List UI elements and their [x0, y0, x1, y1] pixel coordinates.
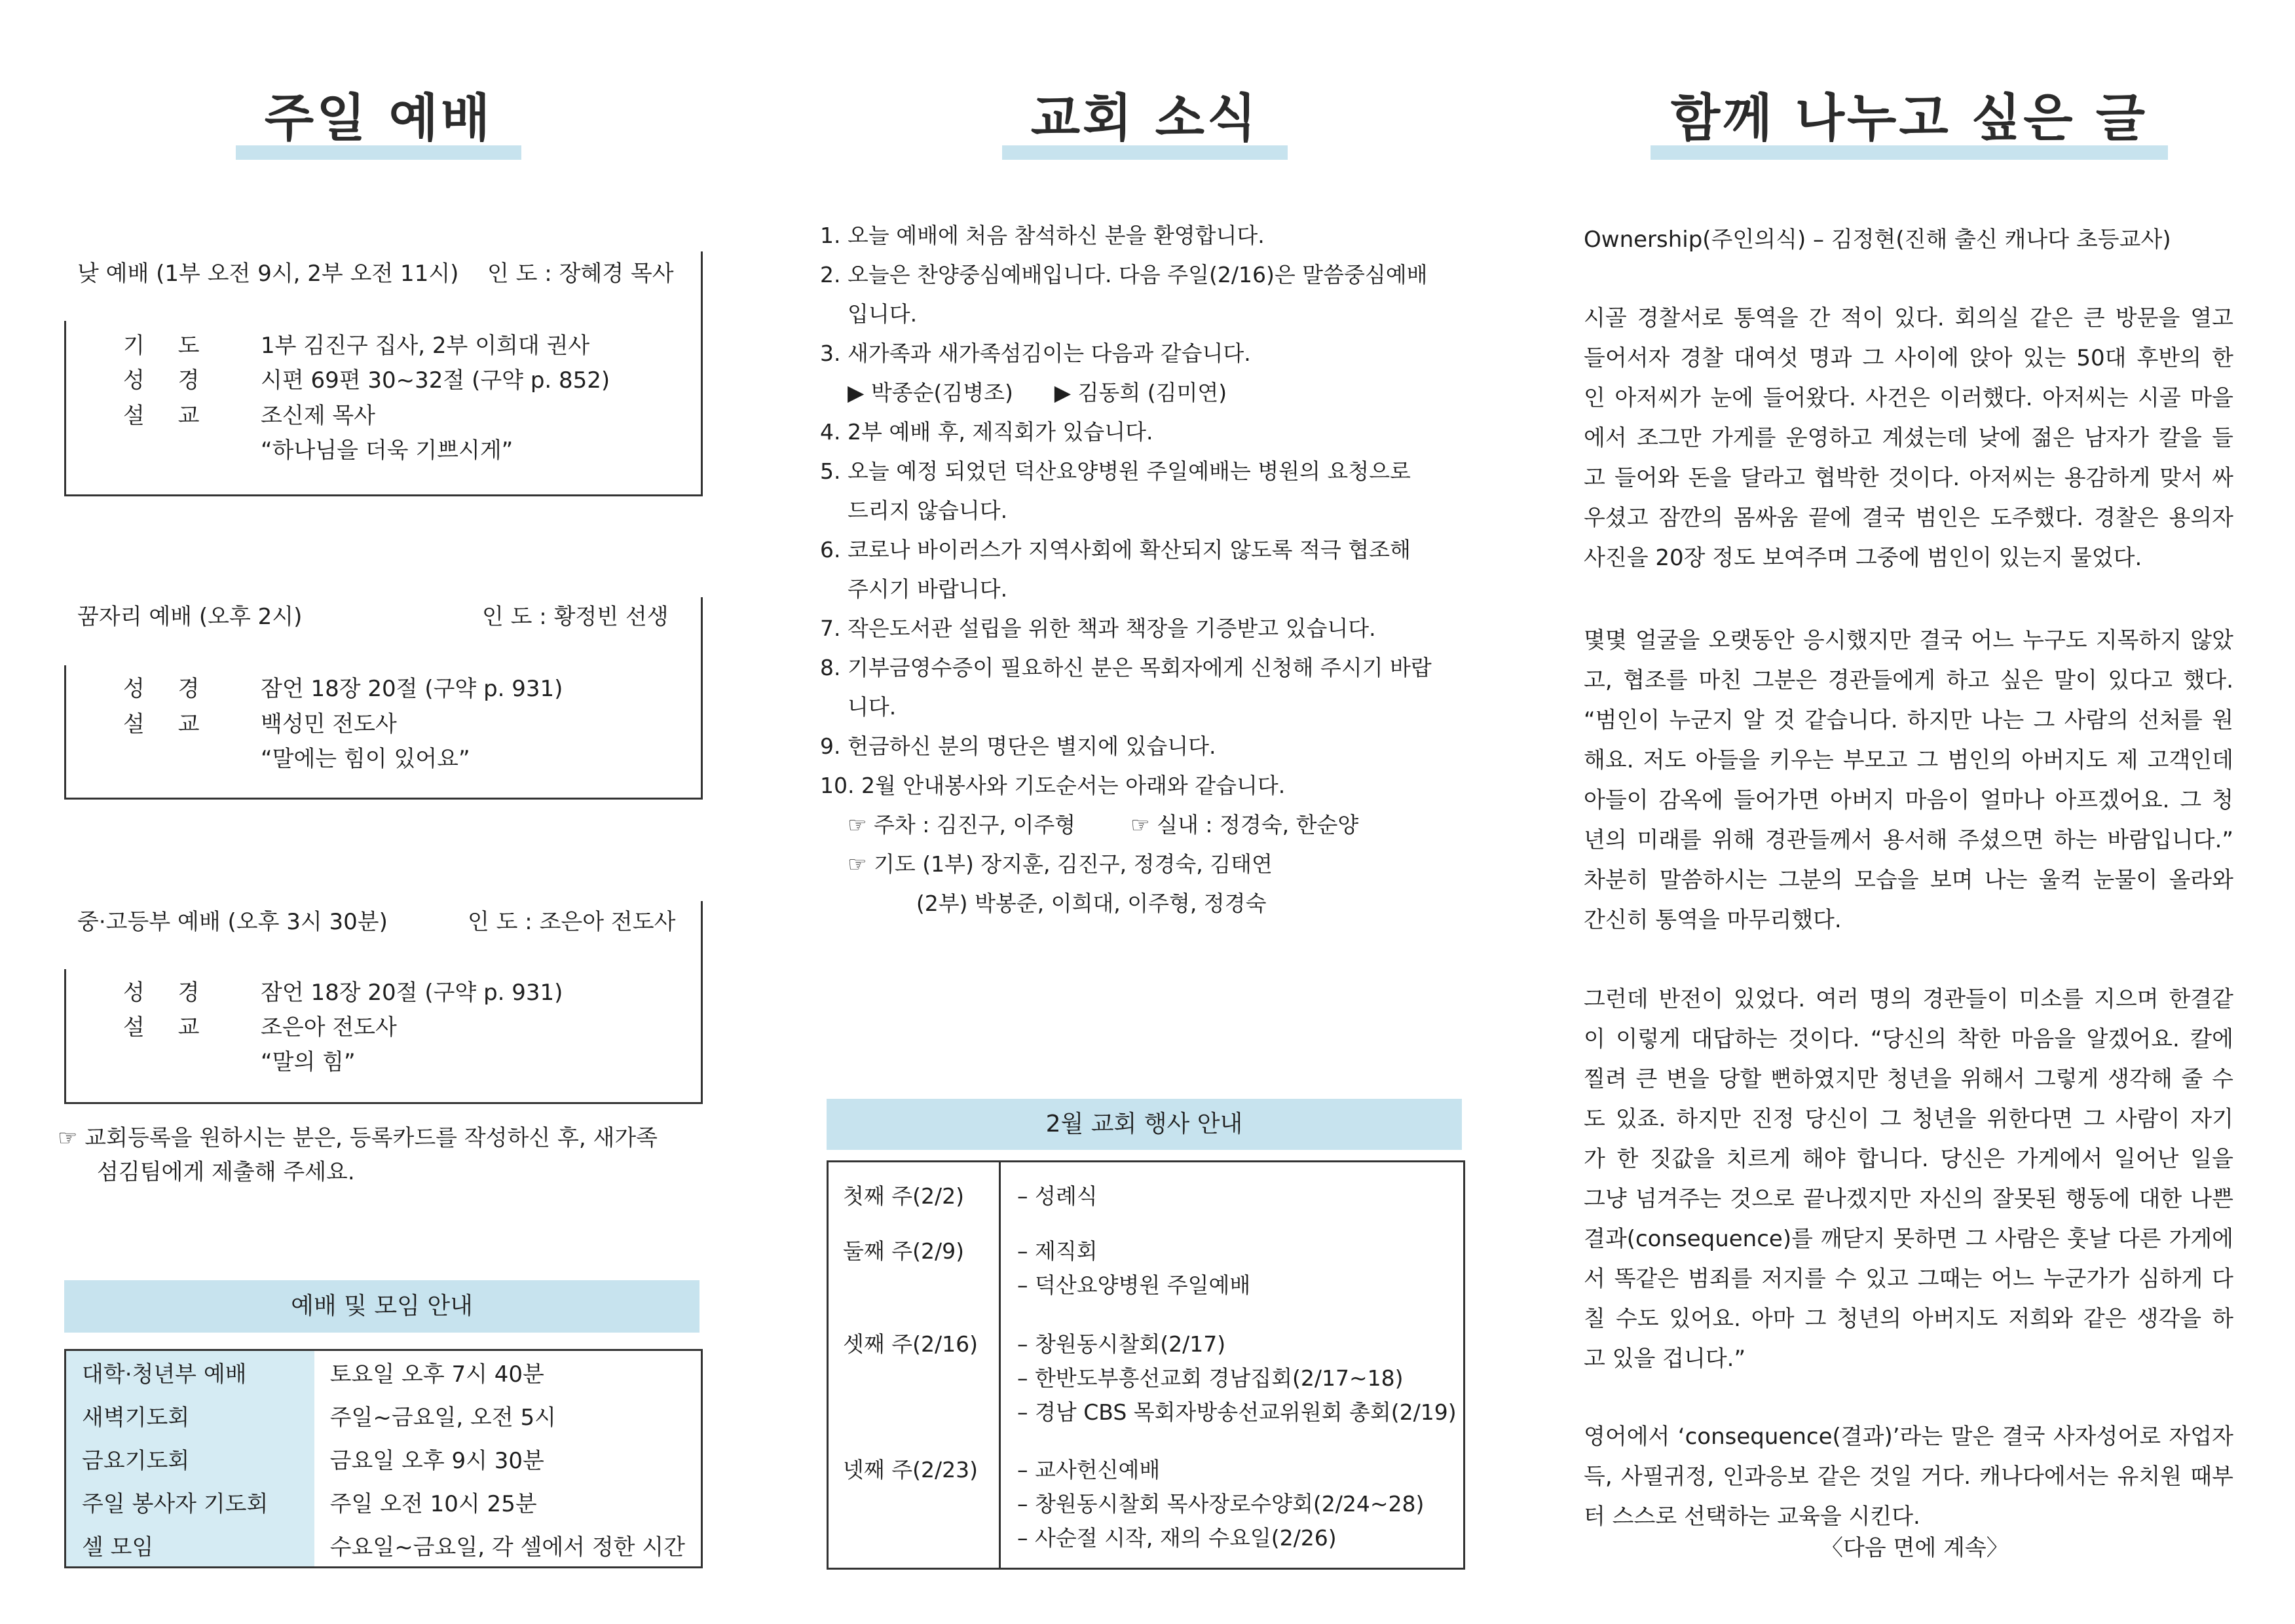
- value-preacher: 조은아 전도사: [261, 1014, 397, 1041]
- value-preacher: 백성민 전도사: [261, 711, 397, 737]
- essay-line: 에서 조그만 가게를 운영하고 계셨는데 낮에 젊은 남자가 칼을 들: [1584, 425, 2233, 451]
- section-border-right: [701, 901, 703, 1104]
- event-item: – 제직회: [1017, 1238, 1098, 1264]
- events-divider: [999, 1162, 1001, 1568]
- event-item: – 창원동시찰회 목사장로수양회(2/24~28): [1017, 1491, 1425, 1517]
- essay-line: 득, 사필귀정, 인과응보 같은 것일 거다. 캐나다에서는 유치원 때부: [1584, 1464, 2233, 1490]
- essay-subtitle: Ownership(주인의식) – 김정현(진해 출신 캐나다 초등교사): [1584, 227, 2171, 253]
- meeting-time: 토요일 오후 7시 40분: [329, 1361, 544, 1388]
- event-item: – 경남 CBS 목회자방송선교위원회 총회(2/19): [1017, 1399, 1457, 1425]
- meeting-guide-table: [64, 1349, 703, 1568]
- worship-header: 낮 예배 (1부 오전 9시, 2부 오전 11시): [77, 261, 459, 287]
- events-table: [827, 1160, 1465, 1570]
- news-line: 9. 헌금하신 분의 명단은 별지에 있습니다.: [820, 733, 1216, 759]
- news-line: 2. 오늘은 찬양중심예배입니다. 다음 주일(2/16)은 말씀중심예배: [820, 262, 1428, 287]
- value-sermon-title: “말의 힘”: [261, 1049, 356, 1075]
- page-title-worship: 주일 예배: [264, 89, 493, 148]
- essay-line: 년의 미래를 위해 경관들께서 용서해 주셨으면 하는 바람입니다.”: [1584, 827, 2233, 853]
- essay-line: 시골 경찰서로 통역을 간 적이 있다. 회의실 같은 큰 방문을 열고: [1584, 305, 2233, 331]
- essay-paragraph: [1584, 299, 2233, 578]
- news-line: 3. 새가족과 새가족섬김이는 다음과 같습니다.: [820, 341, 1251, 366]
- essay-line: 들어서자 경찰 대여섯 명과 그 사이에 앉아 있는 50대 후반의 한: [1584, 345, 2233, 371]
- meeting-time: 주일 오전 10시 25분: [329, 1490, 537, 1517]
- label-sermon: 설 교: [123, 711, 213, 737]
- label-scripture: 성 경: [123, 980, 213, 1006]
- news-line: 8. 기부금영수증이 필요하신 분은 목회자에게 신청해 주시기 바랍: [820, 655, 1432, 680]
- event-week: 넷째 주(2/23): [843, 1457, 978, 1483]
- meeting-name: 대학·청년부 예배: [66, 1351, 314, 1394]
- essay-line: 몇몇 얼굴을 오랫동안 응시했지만 결국 어느 누구도 지목하지 않았: [1584, 627, 2233, 654]
- essay-line: 고 들어와 돈을 달라고 협박한 것이다. 아저씨는 용감하게 맞서 싸: [1584, 465, 2233, 491]
- essay-paragraph: [1584, 980, 2233, 1379]
- news-line: 니다.: [820, 694, 897, 720]
- news-line: 5. 오늘 예정 되었던 덕산요양병원 주일예배는 병원의 요청으로: [820, 458, 1411, 484]
- value-sermon-title: “하나님을 더욱 기쁘시게”: [261, 437, 513, 464]
- event-week: 둘째 주(2/9): [843, 1238, 964, 1264]
- value-sermon-title: “말에는 힘이 있어요”: [261, 746, 470, 772]
- label-prayer: 기 도: [123, 333, 213, 359]
- page-title-news: 교회 소식: [1030, 89, 1259, 148]
- continued-note: 〈다음 면에 계속〉: [1821, 1535, 2009, 1561]
- event-item: – 성례식: [1017, 1183, 1098, 1209]
- essay-line: 가 한 짓값을 치르게 해야 합니다. 당신은 가게에서 일어난 일을: [1584, 1146, 2233, 1172]
- essay-line: 사진을 20장 정도 보여주며 그중에 범인이 있는지 물었다.: [1584, 545, 2142, 571]
- news-line: 7. 작은도서관 설립을 위한 책과 책장을 기증받고 있습니다.: [820, 616, 1376, 641]
- label-sermon: 설 교: [123, 403, 213, 429]
- news-line: 4. 2부 예배 후, 제직회가 있습니다.: [820, 419, 1153, 445]
- event-item: – 사순절 시작, 재의 수요일(2/26): [1017, 1525, 1337, 1551]
- value-prayer: 1부 김진구 집사, 2부 이희대 권사: [261, 333, 590, 359]
- news-line: ☞ 기도 (1부) 장지훈, 김진구, 정경숙, 김태연: [820, 851, 1273, 877]
- table-row: [66, 1523, 701, 1566]
- news-list: [820, 216, 1475, 923]
- meeting-time: 수요일~금요일, 각 셀에서 정한 시간: [329, 1534, 685, 1560]
- essay-line: 아들이 감옥에 들어가면 아버지 마음이 얼마나 아프겠어요. 그 청: [1584, 787, 2233, 813]
- table-row: [66, 1394, 701, 1437]
- news-line: ☞ 주차 : 김진구, 이주형 ☞ 실내 : 정경숙, 한순양: [820, 812, 1359, 838]
- event-item: – 한반도부흥선교회 경남집회(2/17~18): [1017, 1365, 1404, 1391]
- essay-paragraph: [1584, 621, 2233, 940]
- meeting-time: 금요일 오후 9시 30분: [329, 1447, 544, 1474]
- essay-line: 고 있을 겁니다.”: [1584, 1346, 1746, 1372]
- essay-line: 칠 수도 있어요. 아마 그 청년의 아버지도 저희와 같은 생각을 하: [1584, 1306, 2233, 1332]
- section-border-left: [64, 969, 66, 1104]
- essay-line: 인 아저씨가 눈에 들어왔다. 사건은 이러했다. 아저씨는 시골 마을: [1584, 385, 2233, 411]
- news-line: (2부) 박봉준, 이희대, 이주형, 정경숙: [820, 891, 1267, 916]
- table-row: [66, 1480, 701, 1523]
- label-scripture: 성 경: [123, 367, 213, 394]
- value-scripture: 시편 69편 30~32절 (구약 p. 852): [261, 367, 610, 394]
- news-line: ▶ 박종순(김병조) ▶ 김동희 (김미연): [820, 380, 1227, 405]
- label-scripture: 성 경: [123, 676, 213, 702]
- section-border-right: [701, 597, 703, 800]
- essay-line: 해요. 저도 아들을 키우는 부모고 그 범인의 아버지도 제 고객인데: [1584, 747, 2233, 773]
- news-line: 6. 코로나 바이러스가 지역사회에 확산되지 않도록 적극 협조해: [820, 537, 1411, 563]
- dream-worship-leader: 인 도 : 황정빈 선생: [482, 604, 669, 630]
- essay-line: 고, 협조를 마친 그분은 경관들에게 하고 싶은 말이 있다고 했다.: [1584, 667, 2233, 693]
- value-scripture: 잠언 18장 20절 (구약 p. 931): [261, 980, 563, 1006]
- essay-line: 차분히 말씀하시는 그분의 모습을 보며 나는 울컥 눈물이 올라와: [1584, 867, 2233, 893]
- events-title: 2월 교회 행사 안내: [827, 1099, 1462, 1150]
- event-item: – 덕산요양병원 주일예배: [1017, 1272, 1251, 1298]
- essay-line: “범인이 누군지 알 것 같습니다. 하지만 나는 그 사람의 선처를 원: [1584, 707, 2233, 733]
- meeting-name: 금요기도회: [66, 1437, 314, 1481]
- meeting-name: 셀 모임: [66, 1523, 314, 1566]
- essay-line: 간신히 통역을 마무리했다.: [1584, 907, 1842, 933]
- essay-line: 그런데 반전이 있었다. 여러 명의 경관들이 미소를 지으며 한결같: [1584, 986, 2233, 1012]
- section-border-right: [701, 251, 703, 496]
- news-line: 1. 오늘 예배에 처음 참석하신 분을 환영합니다.: [820, 223, 1265, 248]
- table-row: [66, 1437, 701, 1481]
- event-item: – 교사헌신예배: [1017, 1457, 1161, 1483]
- youth-worship-leader: 인 도 : 조은아 전도사: [468, 909, 676, 935]
- essay-line: 우셨고 잠깐의 몸싸움 끝에 결국 범인은 도주했다. 경찰은 용의자: [1584, 505, 2233, 531]
- registration-note-line1: ☞ 교회등록을 원하시는 분은, 등록카드를 작성하신 후, 새가족: [58, 1125, 658, 1151]
- essay-line: 이 이렇게 대답하는 것이다. “당신의 착한 마음을 알겠어요. 칼에: [1584, 1026, 2233, 1052]
- meeting-name: 새벽기도회: [66, 1394, 314, 1437]
- worship-leader: 인 도 : 장혜경 목사: [487, 261, 674, 287]
- meeting-time: 주일~금요일, 오전 5시: [329, 1405, 556, 1431]
- meeting-name: 주일 봉사자 기도회: [66, 1480, 314, 1523]
- essay-paragraph: [1584, 1417, 2233, 1537]
- essay-line: 찔려 큰 변을 당할 뻔하였지만 청년을 위해서 그렇게 생각해 줄 수: [1584, 1066, 2233, 1092]
- essay-line: 도 있죠. 하지만 진정 당신이 그 청년을 위한다면 그 사람이 자기: [1584, 1106, 2233, 1132]
- section-border-bottom: [64, 1102, 703, 1104]
- essay-line: 서 똑같은 범죄를 저지를 수 있고 그때는 어느 누군가가 심하게 다: [1584, 1266, 2233, 1292]
- youth-worship-header: 중·고등부 예배 (오후 3시 30분): [77, 909, 388, 935]
- essay-line: 영어에서 ‘consequence(결과)’라는 말은 결국 사자성어로 자업자: [1584, 1424, 2233, 1450]
- essay-line: 결과(consequence)를 깨닫지 못하면 그 사람은 훗날 다른 가게에: [1584, 1226, 2233, 1252]
- value-preacher: 조신제 목사: [261, 403, 376, 429]
- page-title-essay: 함께 나누고 싶은 글: [1670, 89, 2148, 148]
- value-scripture: 잠언 18장 20절 (구약 p. 931): [261, 676, 563, 702]
- registration-note-line2: 섬김팀에게 제출해 주세요.: [97, 1159, 355, 1185]
- meeting-guide-title: 예배 및 모임 안내: [64, 1280, 700, 1333]
- section-border-left: [64, 665, 66, 800]
- news-line: 입니다.: [820, 301, 918, 327]
- dream-worship-header: 꿈자리 예배 (오후 2시): [77, 604, 303, 630]
- section-border-bottom: [64, 494, 703, 496]
- section-border-left: [64, 321, 66, 496]
- news-line: 10. 2월 안내봉사와 기도순서는 아래와 같습니다.: [820, 773, 1286, 798]
- label-sermon: 설 교: [123, 1014, 213, 1041]
- event-item: – 창원동시찰회(2/17): [1017, 1331, 1226, 1357]
- event-week: 첫째 주(2/2): [843, 1183, 964, 1209]
- essay-line: 터 스스로 선택하는 교육을 시킨다.: [1584, 1504, 1920, 1530]
- news-line: 드리지 않습니다.: [820, 498, 1008, 523]
- essay-line: 그냥 넘겨주는 것으로 끝나겠지만 자신의 잘못된 행동에 대한 나쁜: [1584, 1186, 2233, 1212]
- news-line: 주시기 바랍니다.: [820, 576, 1008, 602]
- table-row: [66, 1351, 701, 1394]
- event-week: 셋째 주(2/16): [843, 1331, 978, 1357]
- section-border-bottom: [64, 798, 703, 800]
